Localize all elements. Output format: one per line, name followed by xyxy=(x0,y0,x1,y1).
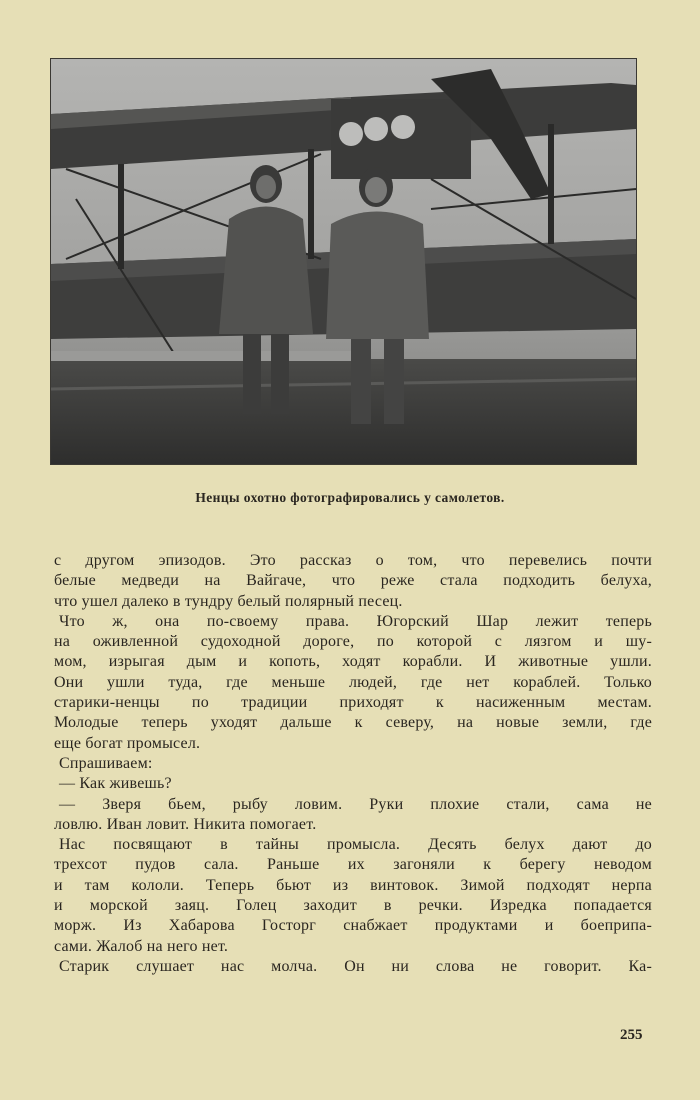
text-line: и там кололи. Теперь бьют из винтовок. Зимой подходят нерпа xyxy=(54,876,652,894)
text-line: сами. Жалоб на него нет. xyxy=(54,937,229,955)
text-line: — Зверя бьем, рыбу ловим. Руки плохие стали, сама не xyxy=(59,795,652,813)
text-line: Они ушли туда, где меньше людей, где нет кораблей. Только xyxy=(54,673,652,691)
text-line: белые медведи на Вайгаче, что реже стала подходить белуха, xyxy=(54,572,652,590)
text-line: с другом эпизодов. Это рассказ о том, что перевелись почти xyxy=(54,552,652,569)
text-line: еще богат промысел. xyxy=(54,734,201,752)
text-line: и морской заяц. Голец заходит в речки. Изредка попадается xyxy=(54,897,652,915)
text-line: Молодые теперь уходят дальше к северу, на новые земли, где xyxy=(54,714,652,732)
photo-caption: Ненцы охотно фотографировались у самолетов. xyxy=(195,490,505,505)
photo-nenets-by-airplane xyxy=(50,58,637,465)
text-line: Что ж, она по-своему права. Югорский Шар лежит теперь xyxy=(59,612,652,630)
text-line: Спрашиваем: xyxy=(59,754,153,772)
photo-illustration xyxy=(51,59,636,464)
text-line: ловлю. Иван ловит. Никита помогает. xyxy=(54,815,317,833)
text-line: мом, изрыгая дым и копоть, ходят корабли. И животные ушли. xyxy=(54,653,652,671)
text-line: морж. Из Хабарова Госторг снабжает продуктами и боеприпа- xyxy=(54,917,652,935)
text-line: Старик слушает нас молча. Он ни слова не говорит. Ка- xyxy=(59,957,652,975)
text-line: на оживленной судоходной дороге, по которой с лязгом и шу- xyxy=(54,633,652,651)
text-line: трехсот пудов сала. Раньше их загоняли к берегу неводом xyxy=(54,856,652,874)
page-number: 255 xyxy=(620,1027,643,1043)
body-text xyxy=(54,551,652,977)
text-line: старики-ненцы по традиции приходят к насиженным местам. xyxy=(54,694,652,712)
text-line: — Как живешь? xyxy=(59,775,172,793)
text-line: Нас посвящают в тайны промысла. Десять белух дают до xyxy=(59,836,652,854)
text-line: что ушел далеко в тундру белый полярный песец. xyxy=(54,592,403,610)
